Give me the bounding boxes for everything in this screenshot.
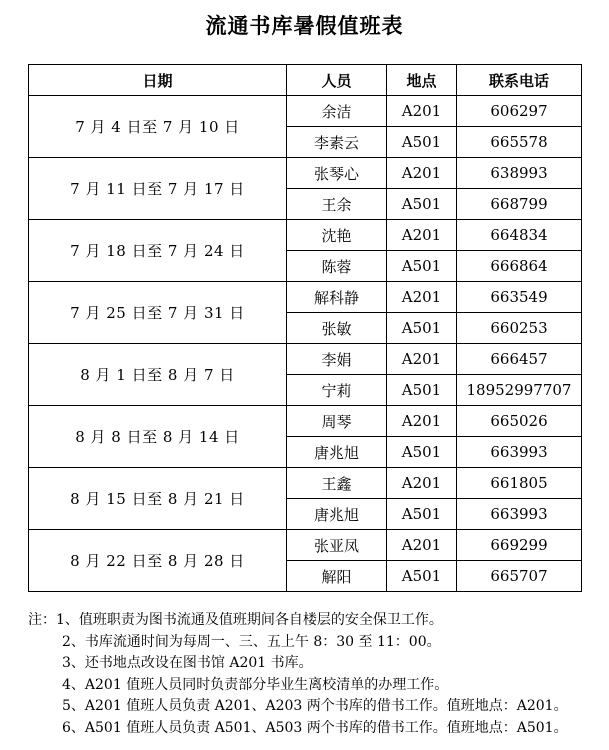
note-item: 3、还书地点改设在图书馆 A201 书库。 bbox=[62, 655, 313, 671]
location-cell: A201 bbox=[387, 96, 457, 127]
note-item: 4、A201 值班人员同时负责部分毕业生离校清单的办理工作。 bbox=[62, 676, 449, 693]
date-range-cell: 8 月 8 日至 8 月 14 日 bbox=[29, 406, 287, 468]
location-cell: A501 bbox=[387, 437, 457, 468]
phone-cell: 663549 bbox=[457, 282, 582, 313]
location-cell: A201 bbox=[387, 158, 457, 189]
note-item: 6、A501 值班人员负责 A501、A503 两个书库的借书工作。值班地点：A501。 bbox=[62, 719, 568, 736]
notes-section bbox=[28, 610, 603, 739]
table-row bbox=[29, 344, 582, 375]
person-cell: 王鑫 bbox=[287, 468, 387, 499]
header-location: 地点 bbox=[387, 65, 457, 96]
date-range-cell: 7 月 4 日至 7 月 10 日 bbox=[29, 96, 287, 158]
person-cell: 唐兆旭 bbox=[287, 437, 387, 468]
location-cell: A201 bbox=[387, 406, 457, 437]
person-cell: 张亚凤 bbox=[287, 530, 387, 561]
header-person: 人员 bbox=[287, 65, 387, 96]
table-row bbox=[29, 406, 582, 437]
phone-cell: 665707 bbox=[457, 561, 582, 592]
phone-cell: 665578 bbox=[457, 127, 582, 158]
date-range-cell: 8 月 15 日至 8 月 21 日 bbox=[29, 468, 287, 530]
person-cell: 宁莉 bbox=[287, 375, 387, 406]
location-cell: A501 bbox=[387, 375, 457, 406]
note-item: 5、A201 值班人员负责 A201、A203 两个书库的借书工作。值班地点：A201。 bbox=[62, 698, 568, 714]
location-cell: A501 bbox=[387, 561, 457, 592]
location-cell: A201 bbox=[387, 282, 457, 313]
phone-cell: 18952997707 bbox=[457, 375, 582, 406]
location-cell: A201 bbox=[387, 220, 457, 251]
person-cell: 李素云 bbox=[287, 127, 387, 158]
date-range-cell: 8 月 22 日至 8 月 28 日 bbox=[29, 530, 287, 592]
phone-cell: 669299 bbox=[457, 530, 582, 561]
person-cell: 陈蓉 bbox=[287, 251, 387, 282]
phone-cell: 668799 bbox=[457, 189, 582, 220]
table-row bbox=[29, 158, 582, 189]
person-cell: 解阳 bbox=[287, 561, 387, 592]
person-cell: 余洁 bbox=[287, 96, 387, 127]
table-row bbox=[29, 530, 582, 561]
date-range-cell: 8 月 1 日至 8 月 7 日 bbox=[29, 344, 287, 406]
phone-cell: 638993 bbox=[457, 158, 582, 189]
location-cell: A501 bbox=[387, 499, 457, 530]
duty-table bbox=[28, 64, 582, 592]
phone-cell: 666457 bbox=[457, 344, 582, 375]
location-cell: A501 bbox=[387, 251, 457, 282]
phone-cell: 660253 bbox=[457, 313, 582, 344]
person-cell: 周琴 bbox=[287, 406, 387, 437]
location-cell: A201 bbox=[387, 468, 457, 499]
table-row bbox=[29, 220, 582, 251]
table-row bbox=[29, 282, 582, 313]
person-cell: 张琴心 bbox=[287, 158, 387, 189]
phone-cell: 663993 bbox=[457, 437, 582, 468]
header-date: 日期 bbox=[29, 65, 287, 96]
phone-cell: 666864 bbox=[457, 251, 582, 282]
location-cell: A501 bbox=[387, 189, 457, 220]
date-range-cell: 7 月 11 日至 7 月 17 日 bbox=[29, 158, 287, 220]
person-cell: 解科静 bbox=[287, 282, 387, 313]
person-cell: 王余 bbox=[287, 189, 387, 220]
location-cell: A201 bbox=[387, 530, 457, 561]
header-phone: 联系电话 bbox=[457, 65, 582, 96]
table-header-row bbox=[29, 65, 582, 96]
person-cell: 唐兆旭 bbox=[287, 499, 387, 530]
location-cell: A201 bbox=[387, 344, 457, 375]
person-cell: 李娟 bbox=[287, 344, 387, 375]
phone-cell: 664834 bbox=[457, 220, 582, 251]
location-cell: A501 bbox=[387, 127, 457, 158]
note-item: 注：1、值班职责为图书流通及值班期间各自楼层的安全保卫工作。 bbox=[28, 612, 443, 628]
note-item: 2、书库流通时间为每周一、三、五上午 8：30 至 11：00。 bbox=[62, 633, 441, 650]
date-range-cell: 7 月 25 日至 7 月 31 日 bbox=[29, 282, 287, 344]
phone-cell: 606297 bbox=[457, 96, 582, 127]
person-cell: 张敏 bbox=[287, 313, 387, 344]
table-row bbox=[29, 96, 582, 127]
person-cell: 沈艳 bbox=[287, 220, 387, 251]
date-range-cell: 7 月 18 日至 7 月 24 日 bbox=[29, 220, 287, 282]
location-cell: A501 bbox=[387, 313, 457, 344]
phone-cell: 663993 bbox=[457, 499, 582, 530]
phone-cell: 661805 bbox=[457, 468, 582, 499]
table-row bbox=[29, 468, 582, 499]
phone-cell: 665026 bbox=[457, 406, 582, 437]
page-title: 流通书库暑假值班表 bbox=[205, 13, 404, 38]
